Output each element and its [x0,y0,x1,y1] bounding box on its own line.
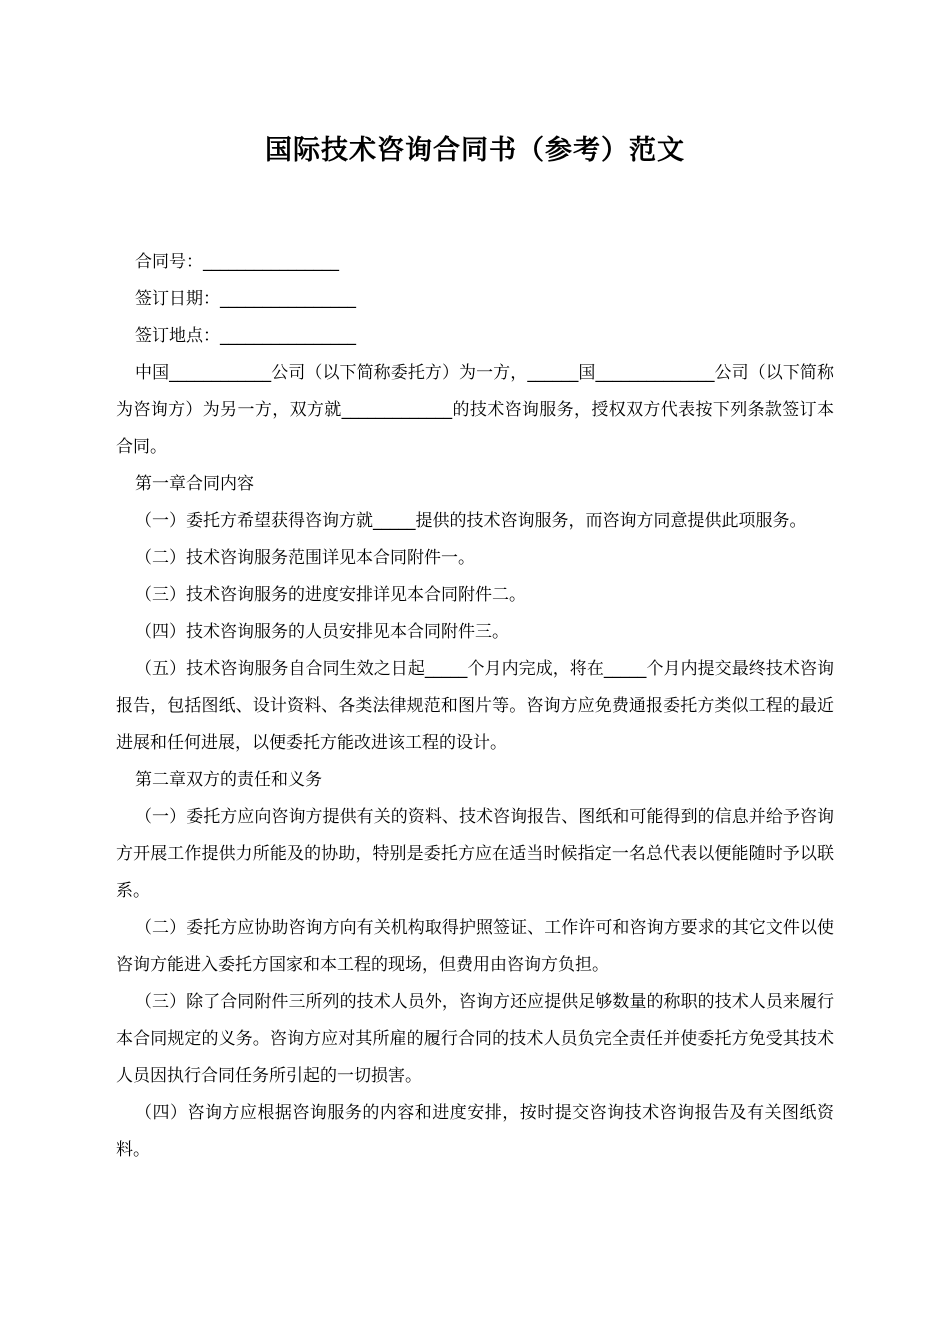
clause-paragraph: （四）技术咨询服务的人员安排见本合同附件三。 [135,622,509,642]
clause-paragraph: （四）咨询方应根据咨询服务的内容和进度安排，按时提交咨询技术咨询报告及有关图纸资料。 [116,1103,834,1160]
clause-paragraph: （三）除了合同附件三所列的技术人员外，咨询方还应提供足够数量的称职的技术人员来履行本合同规定的义务。咨询方应对其所雇的履行合同的技术人员负完全责任并使委托方免受其技术人员因执行合同任务所引起的一切损害。 [116,992,834,1086]
sign-place-field: 签订地点：________________ [135,326,356,346]
clause-paragraph: （一）委托方希望获得咨询方就_____提供的技术咨询服务，而咨询方同意提供此项服务。 [135,511,807,531]
clause-paragraph: （一）委托方应向咨询方提供有关的资料、技术咨询报告、图纸和可能得到的信息并给予咨询方开展工作提供力所能及的协助，特别是委托方应在适当时候指定一名总代表以便能随时予以联系。 [116,807,834,901]
clause-paragraph: （二）技术咨询服务范围详见本合同附件一。 [135,548,475,568]
clause-paragraph: （二）委托方应协助咨询方向有关机构取得护照签证、工作许可和咨询方要求的其它文件以使咨询方能进入委托方国家和本工程的现场，但费用由咨询方负担。 [116,918,834,975]
clause-paragraph: （三）技术咨询服务的进度安排详见本合同附件二。 [135,585,526,605]
document-title: 国际技术咨询合同书（参考）范文 [265,135,685,166]
clause-paragraph: （五）技术咨询服务自合同生效之日起_____个月内完成，将在_____个月内提交最终技术咨询报告，包括图纸、设计资料、各类法律规范和图片等。咨询方应免费通报委托方类似工程的最近进展和任何进展，以便委托方能改进该工程的设计。 [116,659,834,753]
chapter-heading: 第一章合同内容 [135,474,254,494]
chapter-heading: 第二章双方的责任和义务 [135,770,322,790]
sign-date-field: 签订日期：________________ [135,289,356,309]
contract-number-field: 合同号：________________ [135,252,339,272]
intro-paragraph: 中国____________公司（以下简称委托方）为一方，______国______________公司（以下简称为咨询方）为另一方，双方就_____________的技术咨询服务，授权双方代表按下列条款签订本合同。 [116,363,834,457]
document-body [116,244,834,1169]
